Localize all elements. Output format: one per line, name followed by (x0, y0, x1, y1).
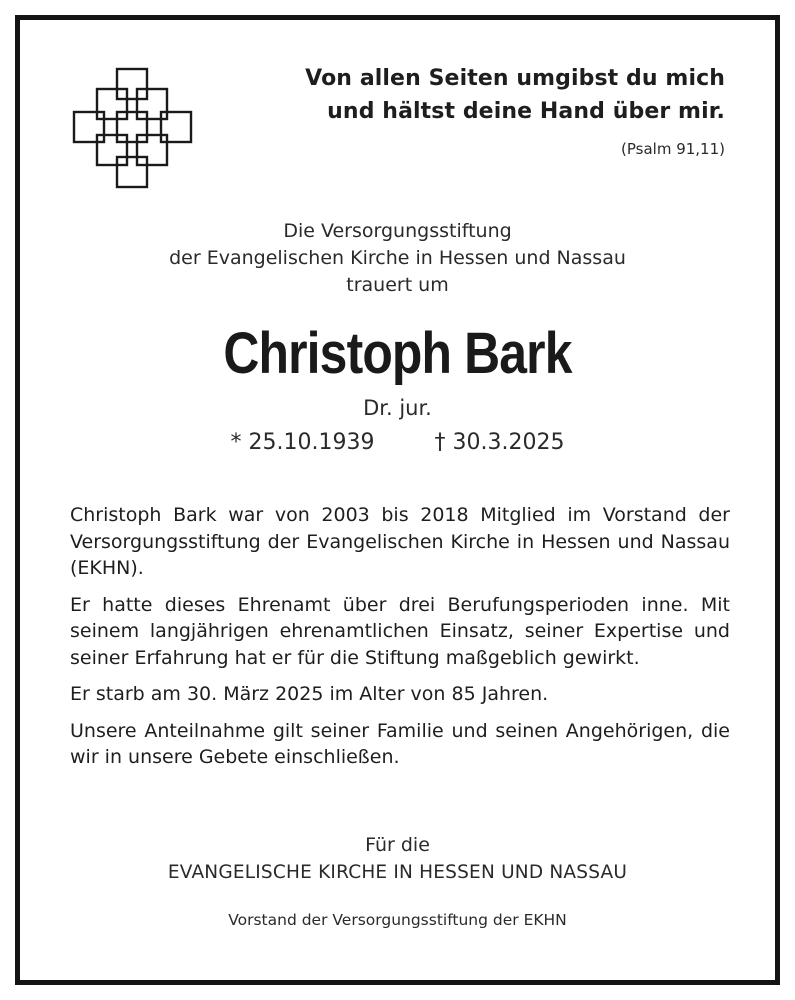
intro-line-2: der Evangelischen Kirche in Hessen und Nassau (169, 247, 626, 269)
obituary-frame (15, 15, 780, 985)
birth-date: * 25.10.1939 (230, 430, 375, 455)
signature-organization: EVANGELISCHE KIRCHE IN HESSEN UND NASSAU (167, 862, 628, 883)
verse-reference: (Psalm 91,11) (621, 140, 725, 158)
cross-icon (72, 67, 196, 191)
body-paragraph-1: Christoph Bark war von 2003 bis 2018 Mitglied im Vorstand der Versorgungsstiftung der Evangelischen Kirche in Hessen und Nassau (EKHN). (70, 504, 730, 579)
deceased-name: Christoph Bark (223, 321, 572, 386)
intro-text (20, 218, 775, 299)
obituary-body (70, 502, 730, 781)
life-dates (20, 430, 775, 455)
academic-title: Dr. jur. (363, 396, 432, 420)
bible-verse (305, 62, 725, 128)
verse-line-2: und hältst deine Hand über mir. (327, 99, 725, 124)
signature-board: Vorstand der Versorgungsstiftung der EKHN (228, 911, 567, 929)
signature-for: Für die (365, 834, 430, 856)
death-date: † 30.3.2025 (434, 430, 565, 455)
body-paragraph-4: Unsere Anteilnahme gilt seiner Familie und seinen Angehörigen, die wir in unsere Gebete einschließen. (70, 719, 730, 768)
intro-line-1: Die Versorgungsstiftung (283, 220, 512, 242)
body-paragraph-3: Er starb am 30. März 2025 im Alter von 85 Jahren. (70, 683, 549, 705)
verse-line-1: Von allen Seiten umgibst du mich (305, 66, 725, 91)
body-paragraph-2: Er hatte dieses Ehrenamt über drei Berufungsperioden inne. Mit seinem langjährigen ehrenamtlichen Einsatz, seiner Expertise und seiner Erfahrung hat er für die Stiftung maßgeblich gewirkt. (70, 593, 730, 669)
intro-line-3: trauert um (346, 274, 449, 296)
